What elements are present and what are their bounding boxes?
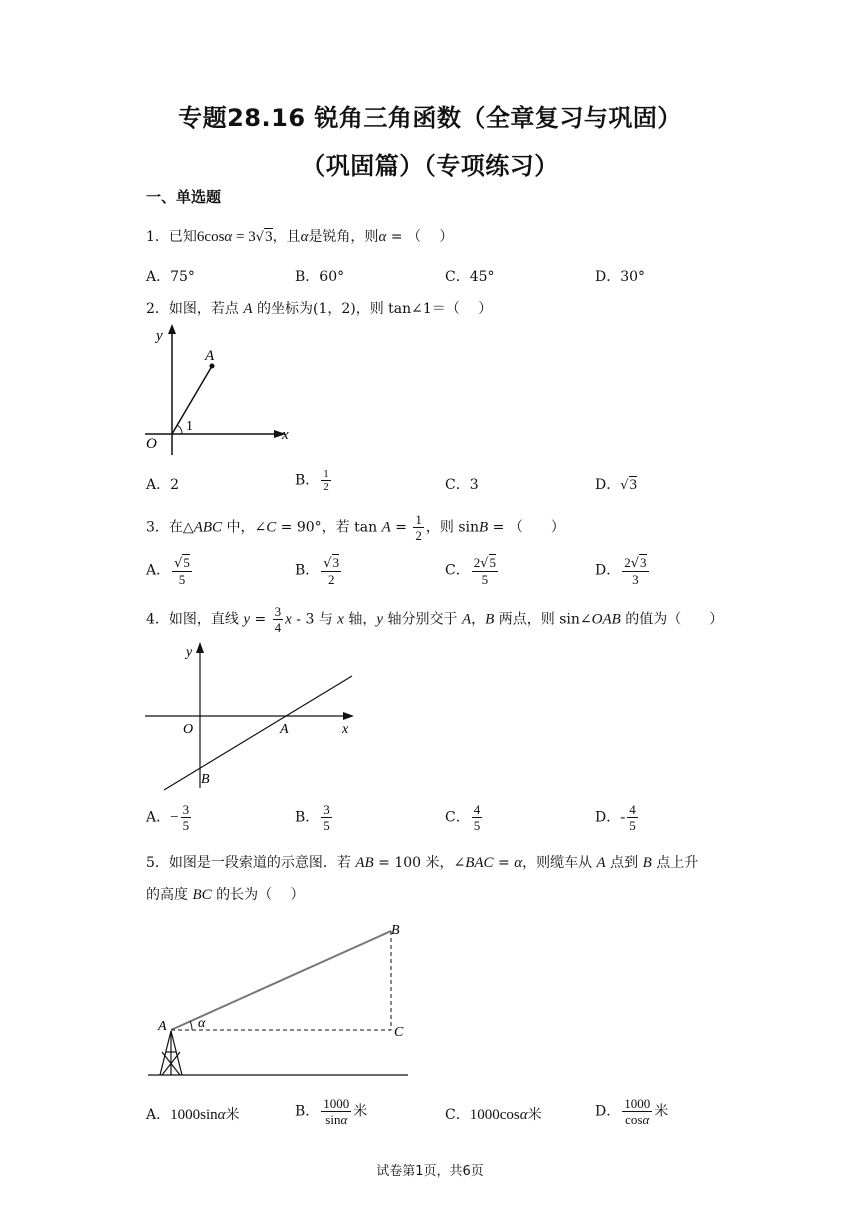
- q1-option-c[interactable]: C．45°: [445, 269, 495, 285]
- q2-label-o: O: [146, 436, 157, 452]
- q4-option-c[interactable]: C． $\frac{4}{5}$: [445, 802, 481, 833]
- q5-option-d[interactable]: D． $\frac{1000}{\cos\alpha}$ 米: [595, 1096, 669, 1127]
- q4-option-a[interactable]: A．− $\frac{3}{5}$: [146, 802, 190, 833]
- q1-option-b[interactable]: B．60°: [295, 269, 345, 285]
- q2-option-c[interactable]: C．3: [445, 477, 479, 493]
- q5-label-a: A: [158, 1019, 167, 1034]
- q2-label-y: y: [156, 328, 163, 344]
- q5-angle-arc: [190, 1021, 192, 1030]
- q2-option-a[interactable]: A．2: [146, 477, 180, 493]
- question-3-stem: 3．在△ABC 中，∠C = 90°，若 tan A = $\frac{1}{2}$ ，则 sinB = （ ）: [146, 512, 565, 543]
- q2-label-a: A: [205, 348, 215, 364]
- question-4-stem: 4．如图，直线 y = $\frac{3}{4}$ x - 3 与 x 轴，y 轴分别交于 A，B 两点，则 sin∠OAB 的值为（ ）: [146, 604, 724, 635]
- q4-label-o: O: [183, 722, 194, 737]
- q4-figure: [140, 638, 365, 798]
- q3-option-c[interactable]: C． $\frac{2√5}{5}$: [445, 555, 497, 587]
- q2-point-a: [210, 364, 215, 369]
- q4-y-arrow: [196, 642, 204, 653]
- q1-option-d[interactable]: D．30°: [595, 269, 646, 285]
- q2-y-arrow: [168, 324, 176, 334]
- question-1-stem: 1．已知6cosα = 3√3，且α是锐角，则α = （ ）: [146, 229, 454, 245]
- q2-label-x: x: [282, 427, 289, 443]
- question-5-stem-line2: 的高度 BC 的长为（ ）: [146, 887, 305, 903]
- q4-label-a: A: [280, 722, 289, 737]
- q4-x-arrow: [343, 712, 354, 720]
- q5-tower: [160, 1031, 182, 1075]
- q2-label-1: 1: [186, 419, 193, 434]
- question-2-stem: 2．如图，若点 A 的坐标为(1，2)，则 tan∠1＝（ ）: [146, 301, 493, 317]
- q5-label-b: B: [391, 923, 400, 938]
- q3-option-a[interactable]: A． $\frac{√5}{5}$: [146, 555, 190, 587]
- q4-option-d[interactable]: D．- $\frac{4}{5}$: [595, 802, 636, 833]
- q4-option-b[interactable]: B． $\frac{3}{5}$: [295, 802, 330, 833]
- question-5-stem-line1: 5．如图是一段索道的示意图．若 AB = 100 米，∠BAC = α，则缆车从 A 点到 B 点上升: [146, 855, 699, 871]
- q4-label-x: x: [342, 722, 349, 737]
- page-title: 专题28.16 锐角三角函数（全章复习与巩固）: [178, 104, 682, 132]
- page-footer: 试卷第1页，共6页: [376, 1164, 484, 1179]
- q4-label-y: y: [186, 645, 193, 660]
- q5-label-c: C: [394, 1025, 404, 1040]
- q1-option-a[interactable]: A．75°: [146, 269, 195, 285]
- q2-option-d[interactable]: D．√3: [595, 477, 638, 493]
- page-subtitle: （巩固篇）（专项练习）: [301, 152, 559, 180]
- q5-label-alpha: α: [198, 1016, 206, 1031]
- section-heading: 一、单选题: [146, 188, 222, 206]
- q3-option-d[interactable]: D． $\frac{2√3}{3}$: [595, 555, 647, 587]
- q3-option-b[interactable]: B． $\frac{√3}{2}$: [295, 555, 340, 587]
- q5-option-c[interactable]: C．1000cosα米: [445, 1107, 542, 1123]
- q2-option-b[interactable]: B． $\frac{1}{2}$: [295, 468, 329, 493]
- q4-label-b: B: [201, 772, 210, 787]
- q5-option-a[interactable]: A．1000sinα米: [146, 1107, 240, 1123]
- q5-option-b[interactable]: B． $\frac{1000}{\sin\alpha}$ 米: [295, 1096, 368, 1127]
- q2-figure: [140, 320, 310, 460]
- q2-angle-arc: [177, 425, 182, 434]
- q5-figure: [140, 915, 420, 1085]
